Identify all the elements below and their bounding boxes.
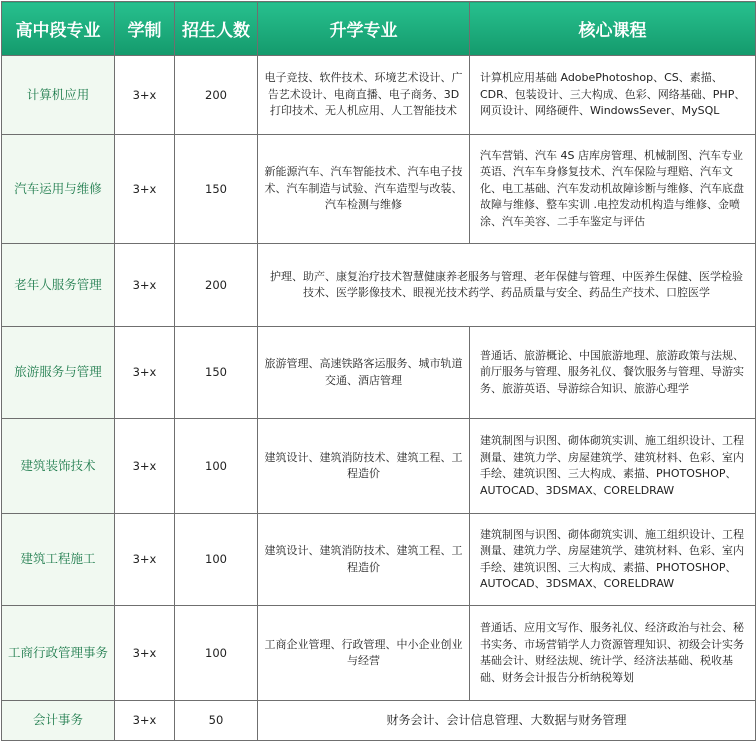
enrollment-table — [1, 1, 756, 741]
major-name: 老年人服务管理 — [2, 244, 115, 327]
enrollment-count: 100 — [175, 514, 258, 606]
advanced-majors: 工商企业管理、行政管理、中小企业创业与经营 — [258, 606, 470, 701]
school-system: 3+x — [115, 56, 175, 135]
school-system: 3+x — [115, 135, 175, 244]
table-row — [2, 701, 756, 741]
school-system: 3+x — [115, 514, 175, 606]
table-row — [2, 419, 756, 514]
core-courses: 计算机应用基础 AdobePhotoshop、CS、素描、CDR、包装设计、三大构成、色彩、网络基础、PHP、网页设计、网络硬件、WindowsSever、MySQL — [470, 56, 756, 135]
header-core-courses: 核心课程 — [470, 2, 756, 56]
advanced-majors: 旅游管理、高速铁路客运服务、城市轨道交通、酒店管理 — [258, 327, 470, 419]
major-name: 建筑装饰技术 — [2, 419, 115, 514]
enrollment-count: 150 — [175, 327, 258, 419]
core-courses: 普通话、旅游概论、中国旅游地理、旅游政策与法规、前厅服务与管理、服务礼仪、餐饮服务与管理、导游实务、旅游英语、导游综合知识、旅游心理学 — [470, 327, 756, 419]
header-system: 学制 — [115, 2, 175, 56]
core-courses: 普通话、应用文写作、服务礼仪、经济政治与社会、秘书实务、市场营销学人力资源管理知识、初级会计实务基础会计、财经法规、统计学、经济法基础、税收基础、财务会计报告分析纳税筹划 — [470, 606, 756, 701]
enrollment-count: 200 — [175, 56, 258, 135]
major-name: 旅游服务与管理 — [2, 327, 115, 419]
header-enrollment: 招生人数 — [175, 2, 258, 56]
advanced-majors: 建筑设计、建筑消防技术、建筑工程、工程造价 — [258, 514, 470, 606]
table-row — [2, 514, 756, 606]
header-major: 高中段专业 — [2, 2, 115, 56]
school-system: 3+x — [115, 419, 175, 514]
school-system: 3+x — [115, 606, 175, 701]
table-row — [2, 327, 756, 419]
table-row — [2, 244, 756, 327]
header-advanced-major: 升学专业 — [258, 2, 470, 56]
enrollment-count: 50 — [175, 701, 258, 741]
core-courses: 建筑制图与识图、砌体砌筑实训、施工组织设计、工程测量、建筑力学、房屋建筑学、建筑材料、色彩、室内手绘、建筑识图、三大构成、素描、PHOTOSHOP、AUTOCAD、3DSMAX、CORELDRAW — [470, 419, 756, 514]
major-name: 建筑工程施工 — [2, 514, 115, 606]
header-row — [2, 2, 756, 56]
major-name: 会计事务 — [2, 701, 115, 741]
enrollment-count: 200 — [175, 244, 258, 327]
major-name: 计算机应用 — [2, 56, 115, 135]
advanced-majors-merged: 护理、助产、康复治疗技术智慧健康养老服务与管理、老年保健与管理、中医养生保健、医学检验技术、医学影像技术、眼视光技术药学、药品质量与安全、药品生产技术、口腔医学 — [258, 244, 756, 327]
school-system: 3+x — [115, 701, 175, 741]
major-name: 工商行政管理事务 — [2, 606, 115, 701]
advanced-majors: 建筑设计、建筑消防技术、建筑工程、工程造价 — [258, 419, 470, 514]
enrollment-count: 100 — [175, 606, 258, 701]
core-courses: 建筑制图与识图、砌体砌筑实训、施工组织设计、工程测量、建筑力学、房屋建筑学、建筑材料、色彩、室内手绘、建筑识图、三大构成、素描、PHOTOSHOP、AUTOCAD、3DSMAX、CORELDRAW — [470, 514, 756, 606]
enrollment-count: 100 — [175, 419, 258, 514]
table-row — [2, 606, 756, 701]
school-system: 3+x — [115, 244, 175, 327]
core-courses: 汽车营销、汽车 4S 店库房管理、机械制图、汽车专业英语、汽车车身修复技术、汽车保险与理赔、汽车文化、电工基础、汽车发动机故障诊断与维修、汽车底盘故障与维修、整车实训 .电控发动机构造与维修、金喷涂、汽车美容、二手车鉴定与评估 — [470, 135, 756, 244]
school-system: 3+x — [115, 327, 175, 419]
table-row — [2, 135, 756, 244]
major-name: 汽车运用与维修 — [2, 135, 115, 244]
advanced-majors: 电子竞技、软件技术、环境艺术设计、广告艺术设计、电商直播、电子商务、3D 打印技术、无人机应用、人工智能技术 — [258, 56, 470, 135]
advanced-majors: 新能源汽车、汽车智能技术、汽车电子技术、汽车制造与试验、汽车造型与改装、汽车检测与维修 — [258, 135, 470, 244]
enrollment-count: 150 — [175, 135, 258, 244]
table-row — [2, 56, 756, 135]
advanced-majors-merged: 财务会计、会计信息管理、大数据与财务管理 — [258, 701, 756, 741]
